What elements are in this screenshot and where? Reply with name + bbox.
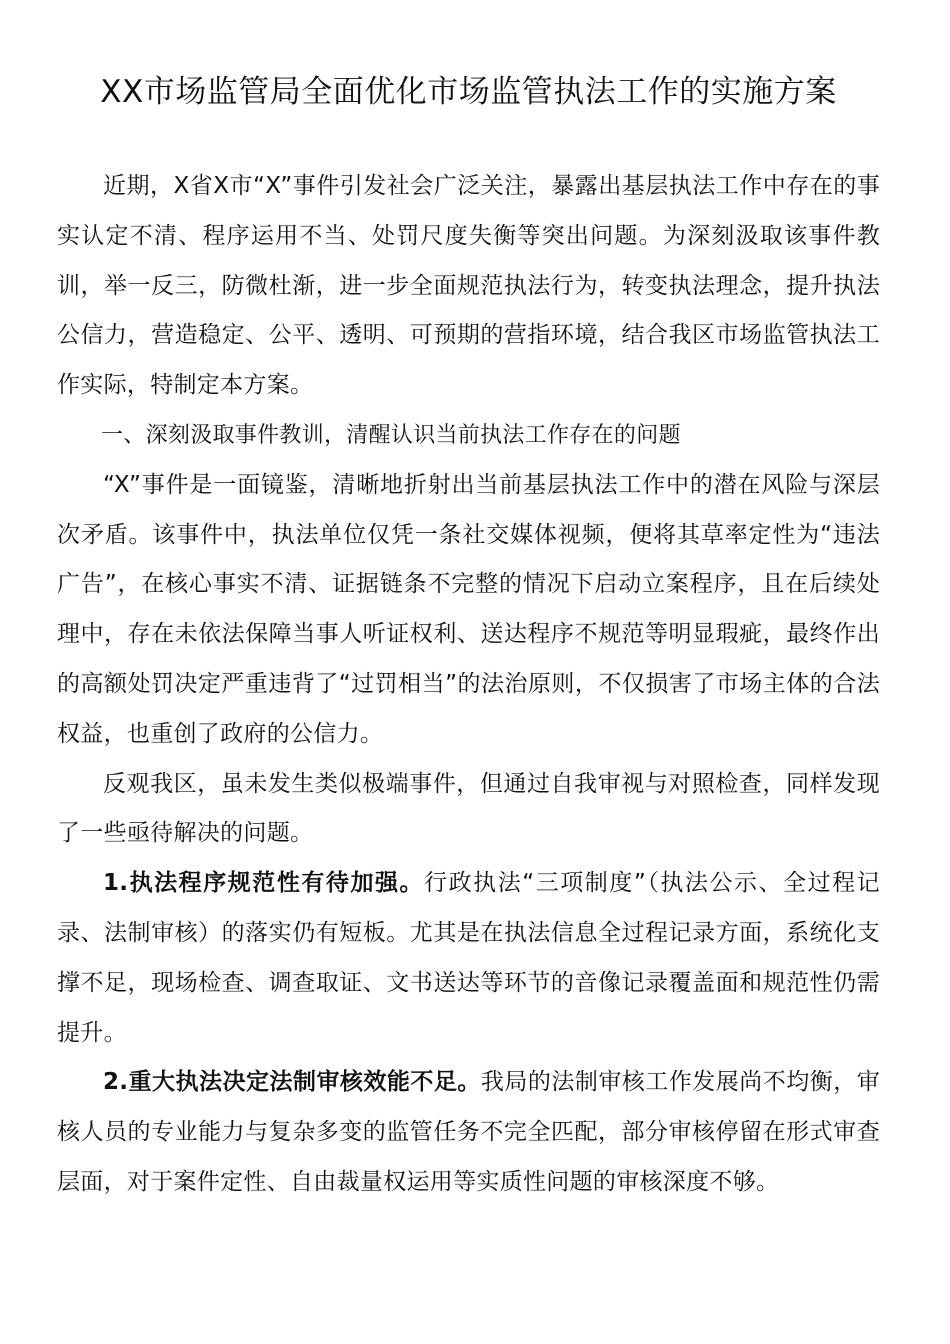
section-heading-text: 一、深刻汲取事件教训，清醒认识当前执法工作存在的问题 <box>101 422 681 448</box>
intro-text: 近期，X省X市“X”事件引发社会广泛关注，暴露出基层执法工作中存在的事实认定不清、程序运用不当、处罚尺度失衡等突出问题。为深刻汲取该事件教训，举一反三，防微杜渐，进一步全面规范执法行为，转变执法理念，提升执法公信力，营造稳定、公平、透明、可预期的营指环境，结合我区市场监管执法工作实际，特制定本方案。 <box>57 173 880 399</box>
self-review-paragraph <box>57 760 880 860</box>
self-review-text: 反观我区，虽未发生类似极端事件，但通过自我审视与对照检查，同样发现了一些亟待解决的问题。 <box>57 770 880 847</box>
document-title: XX市场监管局全面优化市场监管执法工作的实施方案 <box>100 74 837 110</box>
lesson-text: “X”事件是一面镜鉴，清晰地折射出当前基层执法工作中的潜在风险与深层次矛盾。该事件中，执法单位仅凭一条社交媒体视频，便将其草率定性为“违法广告”，在核心事实不清、证据链条不完整的情况下启动立案程序，且在后续处理中，存在未依法保障当事人听证权利、送达程序不规范等明显瑕疵，最终作出的高额处罚决定严重违背了“过罚相当”的法治原则，不仅损害了市场主体的合法权益，也重创了政府的公信力。 <box>57 471 880 747</box>
problem-item-1-text: 行政执法“三项制度”（执法公示、全过程记录、法制审核）的落实仍有短板。尤其是在执法信息全过程记录方面，系统化支撑不足，现场检查、调查取证、文书送达等环节的音像记录覆盖面和规范性仍需提升。 <box>57 870 880 1046</box>
problem-item-1-lead: 1.执法程序规范性有待加强。 <box>103 870 425 897</box>
section-heading-1 <box>57 411 880 461</box>
problem-item-2-lead: 2.重大执法决定法制审核效能不足。 <box>103 1069 481 1096</box>
intro-paragraph <box>57 162 880 411</box>
document-body <box>57 162 880 1208</box>
problem-item-2-text: 我局的法制审核工作发展尚不均衡，审核人员的专业能力与复杂多变的监管任务不完全匹配，部分审核停留在形式审查层面，对于案件定性、自由裁量权运用等实质性问题的审核深度不够。 <box>57 1069 880 1195</box>
problem-item-1 <box>57 859 880 1058</box>
lesson-paragraph <box>57 461 880 760</box>
problem-item-2 <box>57 1058 880 1207</box>
